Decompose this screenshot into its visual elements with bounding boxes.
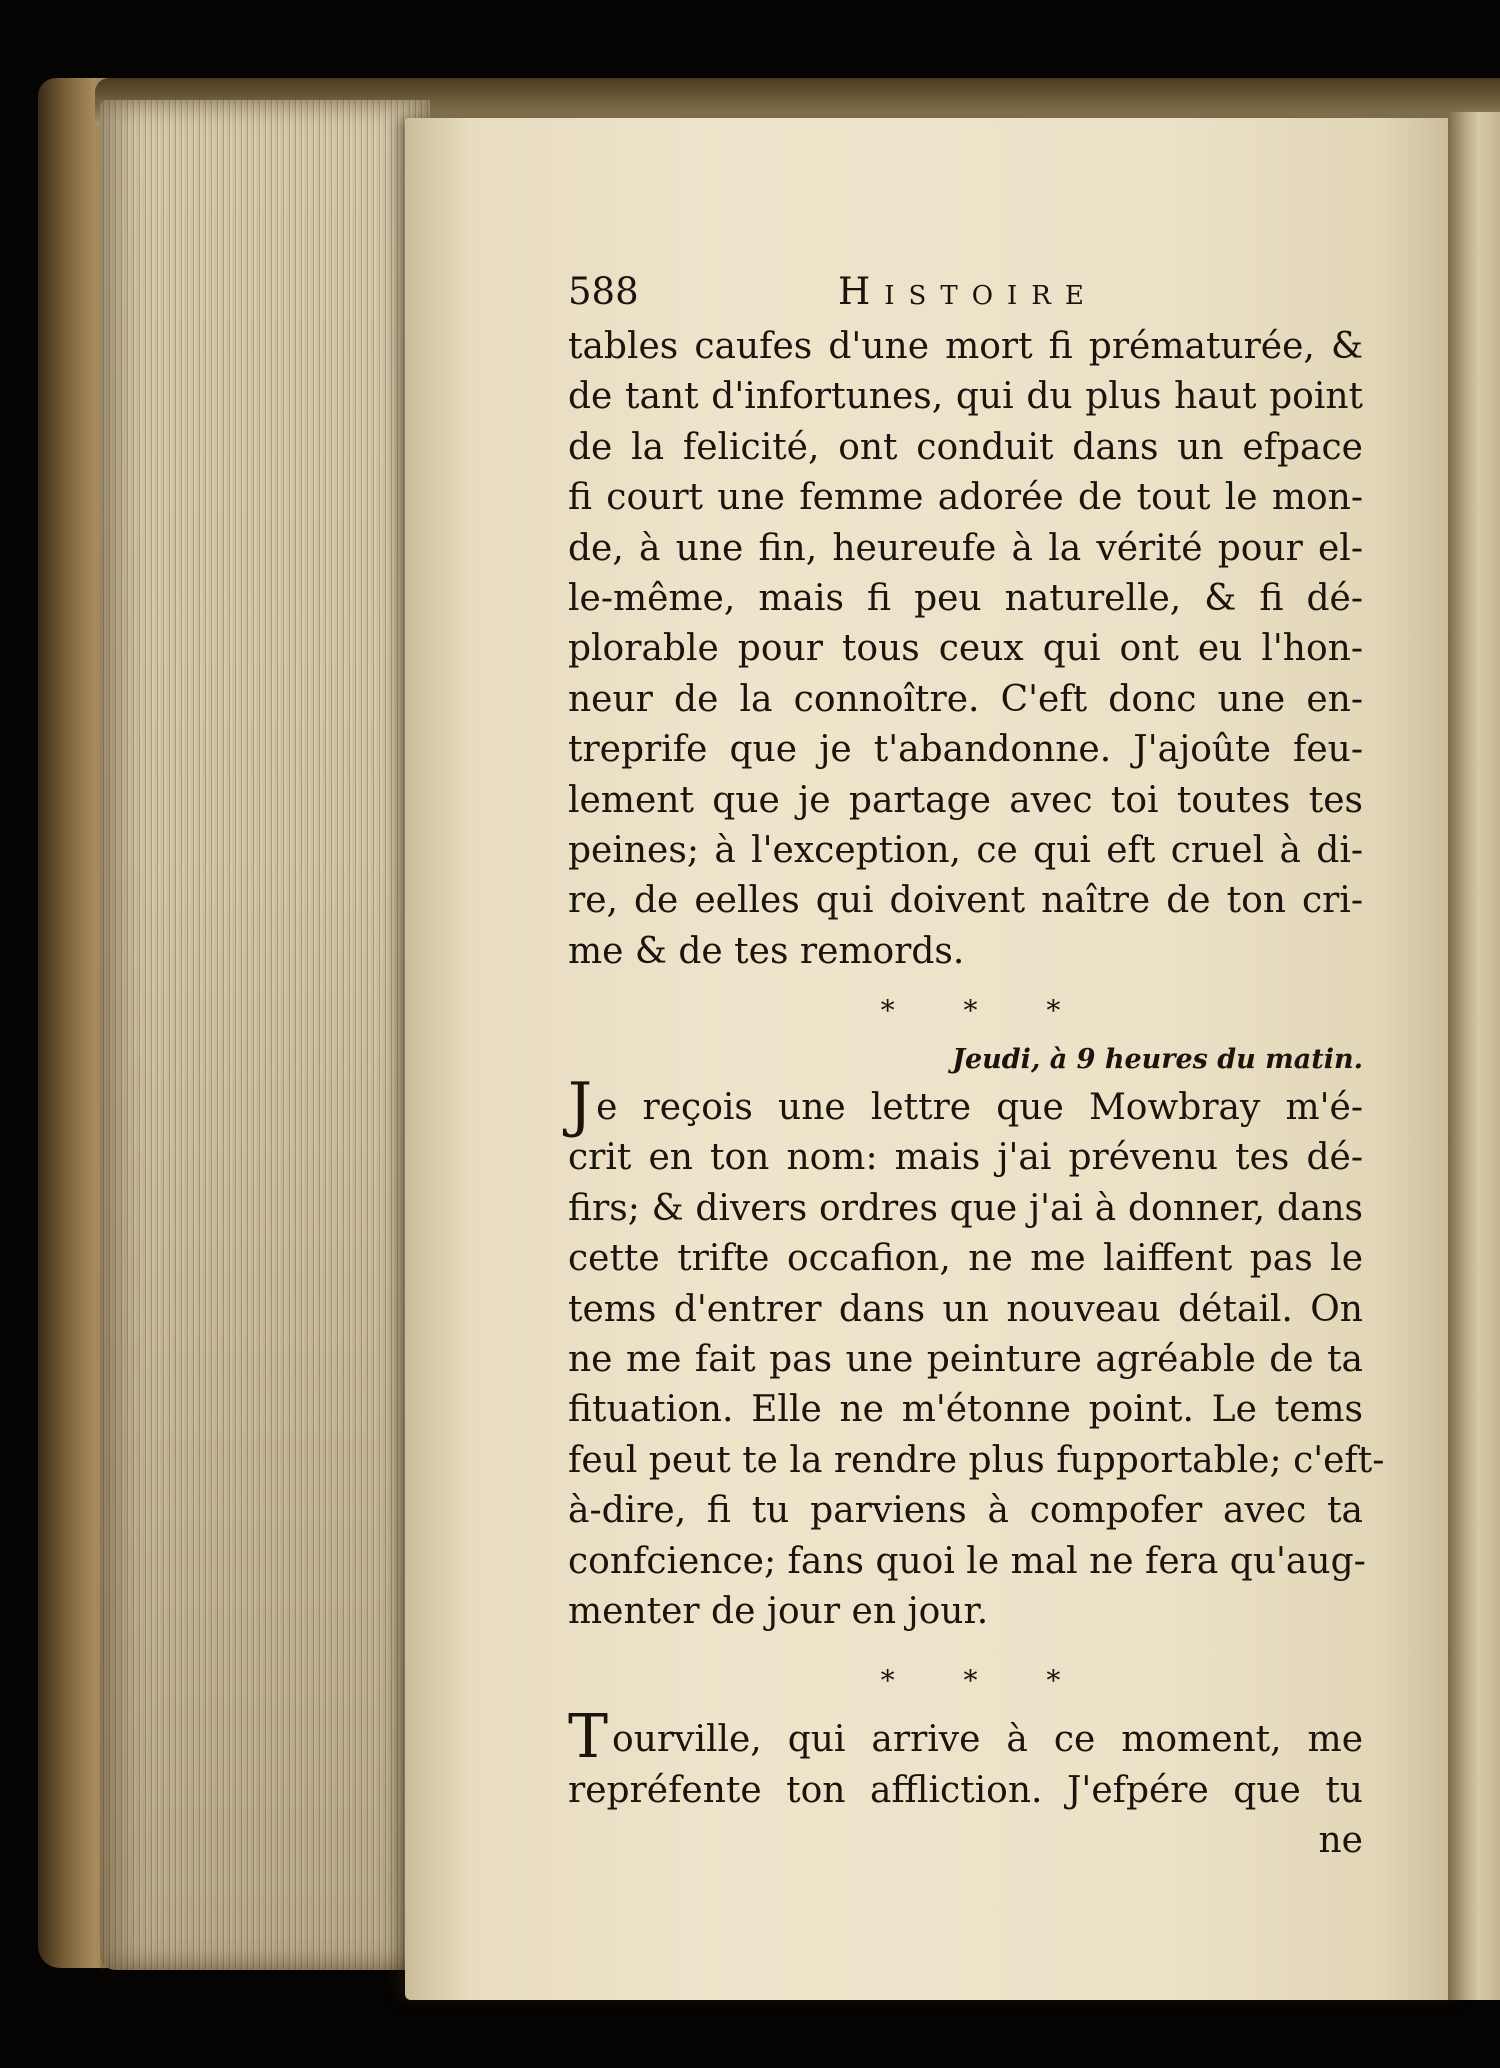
text-line: tems d'entrer dans un nouveau détail. On	[568, 1288, 1363, 1330]
section-separator: * * *	[880, 1664, 1091, 1698]
text-line: crit en ton nom: mais j'ai prévenu tes dé-	[568, 1137, 1363, 1179]
text-line: neur de la connoître. C'eft donc une en-	[568, 678, 1363, 720]
text-line: ne me fait pas une peinture agréable de ta	[568, 1339, 1363, 1381]
letter-dateline: Jeudi, à 9 heures du matin.	[952, 1044, 1363, 1076]
drop-cap: T	[568, 1702, 609, 1773]
page-header	[568, 262, 1363, 322]
text-line: treprife que je t'abandonne. J'ajoûte feu-	[568, 729, 1363, 771]
first-line-text: e reçois une lettre que Mowbray m'é-	[596, 1087, 1363, 1129]
text-line: plorable pour tous ceux qui ont eu l'hon-	[568, 628, 1363, 670]
text-line	[568, 1702, 1363, 1773]
text-line: de, à une fin, heureufe à la vérité pour el-	[568, 527, 1363, 569]
stacked-page-edges	[100, 100, 430, 1970]
page-text	[568, 262, 1385, 1866]
page-number: 588	[568, 270, 639, 313]
text-line: peines; à l'exception, ce qui eft cruel à di-	[568, 829, 1363, 871]
text-line: cette trifte occafion, ne me laiffent pas le	[568, 1238, 1363, 1280]
running-title: Histoire	[838, 270, 1098, 313]
text-line: firs; & divers ordres que j'ai à donner, dans	[568, 1187, 1363, 1229]
text-line: le-même, mais fi peu naturelle, & fi dé-	[568, 577, 1363, 619]
section-separator: * * *	[880, 994, 1091, 1028]
catchword: ne	[1318, 1820, 1363, 1862]
drop-cap: J	[568, 1070, 593, 1141]
text-line	[568, 1070, 1363, 1141]
letter-paragraph	[568, 1702, 1363, 1816]
letter-paragraph	[568, 1070, 1385, 1637]
text-line: fituation. Elle ne m'étonne point. Le tems	[568, 1389, 1363, 1431]
text-line: lement que je partage avec toi toutes tes	[568, 779, 1363, 821]
text-line: menter de jour en jour.	[568, 1590, 989, 1632]
continuation-paragraph	[568, 322, 1363, 977]
text-line: repréfente ton affliction. J'efpére que tu	[568, 1769, 1363, 1811]
text-line: feul peut te la rendre plus fupportable; c'eft-	[568, 1439, 1385, 1481]
text-line: de tant d'infortunes, qui du plus haut point	[568, 376, 1363, 418]
text-line: de la felicité, ont conduit dans un efpace	[568, 426, 1363, 468]
text-line: me & de tes remords.	[568, 930, 965, 972]
text-line: re, de eelles qui doivent naître de ton cri-	[568, 880, 1363, 922]
facing-page-edge	[1448, 112, 1500, 2000]
first-line-text: ourville, qui arrive à ce moment, me	[612, 1719, 1363, 1761]
text-line: confcience; fans quoi le mal ne fera qu'aug-	[568, 1540, 1366, 1582]
text-line: à-dire, fi tu parviens à compofer avec ta	[568, 1490, 1363, 1532]
text-line: tables caufes d'une mort fi prématurée, &	[568, 326, 1363, 367]
text-line: fi court une femme adorée de tout le mon-	[568, 477, 1363, 519]
